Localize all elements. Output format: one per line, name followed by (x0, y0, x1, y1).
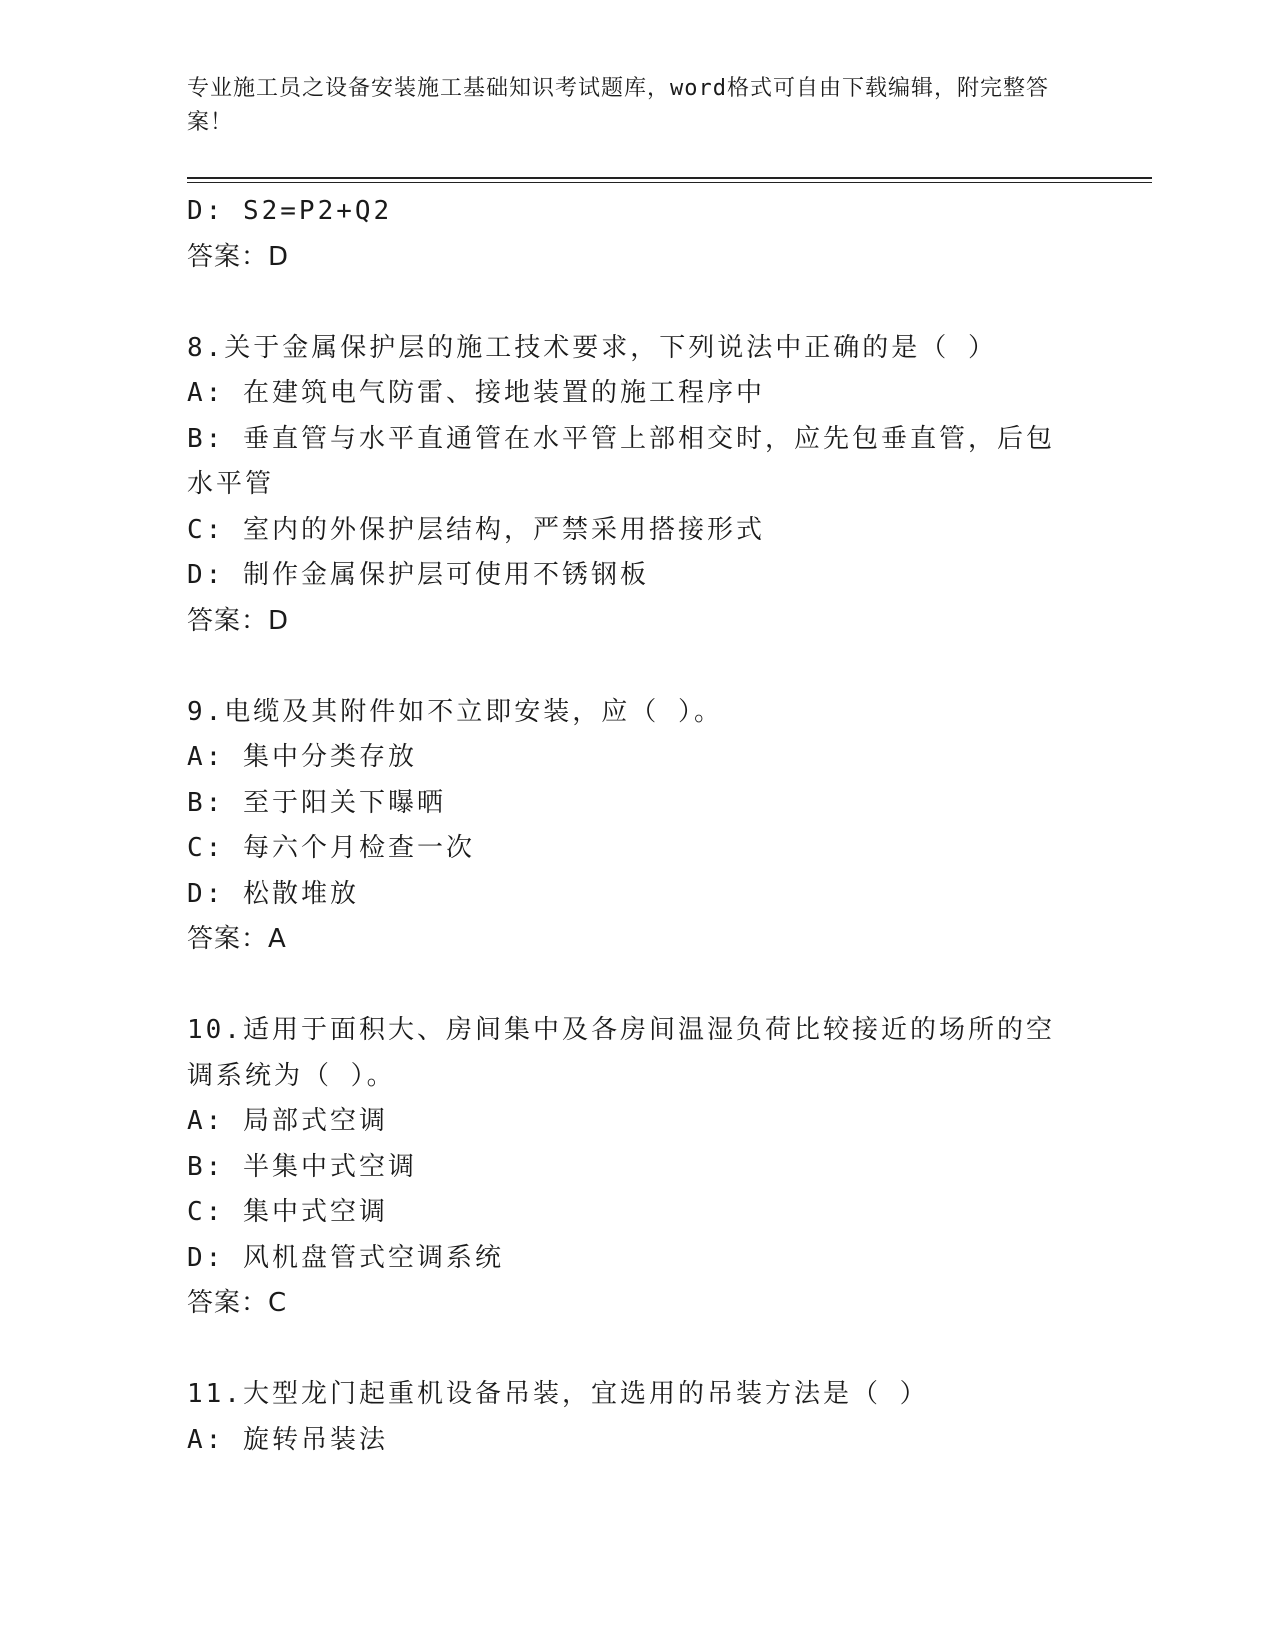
header-rule-thick (187, 177, 1152, 179)
answer: 答案：C (187, 1288, 288, 1318)
option-d: D: S2=P2+Q2 (187, 196, 393, 226)
question-stem: 10.适用于面积大、房间集中及各房间温湿负荷比较接近的场所的空调系统为（ ）。 (187, 1015, 1055, 1091)
option-a: A: 集中分类存放 (187, 742, 417, 772)
option-c: C: 每六个月检查一次 (187, 833, 475, 863)
spacer (187, 1327, 1087, 1373)
answer: 答案：D (187, 605, 290, 636)
question-stem: 8.关于金属保护层的施工技术要求，下列说法中正确的是（ ） (187, 332, 997, 363)
option-c: C: 集中式空调 (187, 1197, 388, 1227)
option-c: C: 室内的外保护层结构，严禁采用搭接形式 (187, 514, 765, 545)
option-b: B: 半集中式空调 (187, 1151, 417, 1182)
question-10 (187, 1008, 1087, 1327)
option-a: A: 局部式空调 (187, 1106, 388, 1136)
question-9 (187, 690, 1087, 963)
option-b: B: 垂直管与水平直通管在水平管上部相交时，应先包垂直管，后包水平管 (187, 423, 1055, 499)
answer: 答案：A (187, 924, 287, 954)
question-11 (187, 1372, 1087, 1463)
question-content (187, 189, 1087, 1463)
spacer (187, 644, 1087, 690)
spacer (187, 280, 1087, 326)
question-stem: 9.电缆及其附件如不立即安装，应（ ）。 (187, 696, 723, 727)
spacer (187, 963, 1087, 1009)
question-stem: 11.大型龙门起重机设备吊装，宜选用的吊装方法是（ ） (187, 1379, 929, 1409)
option-b: B: 至于阳关下曝晒 (187, 787, 446, 818)
page-header: 专业施工员之设备安装施工基础知识考试题库，word格式可自由下载编辑，附完整答案！ (187, 76, 1049, 135)
option-a: A: 旋转吊装法 (187, 1424, 388, 1455)
header-rule-thin (187, 182, 1152, 183)
answer: 答案：D (187, 241, 290, 272)
option-d: D: 制作金属保护层可使用不锈钢板 (187, 560, 649, 590)
option-d: D: 松散堆放 (187, 878, 359, 909)
question-8 (187, 326, 1087, 645)
option-d: D: 风机盘管式空调系统 (187, 1242, 504, 1273)
option-a: A: 在建筑电气防雷、接地装置的施工程序中 (187, 378, 765, 408)
